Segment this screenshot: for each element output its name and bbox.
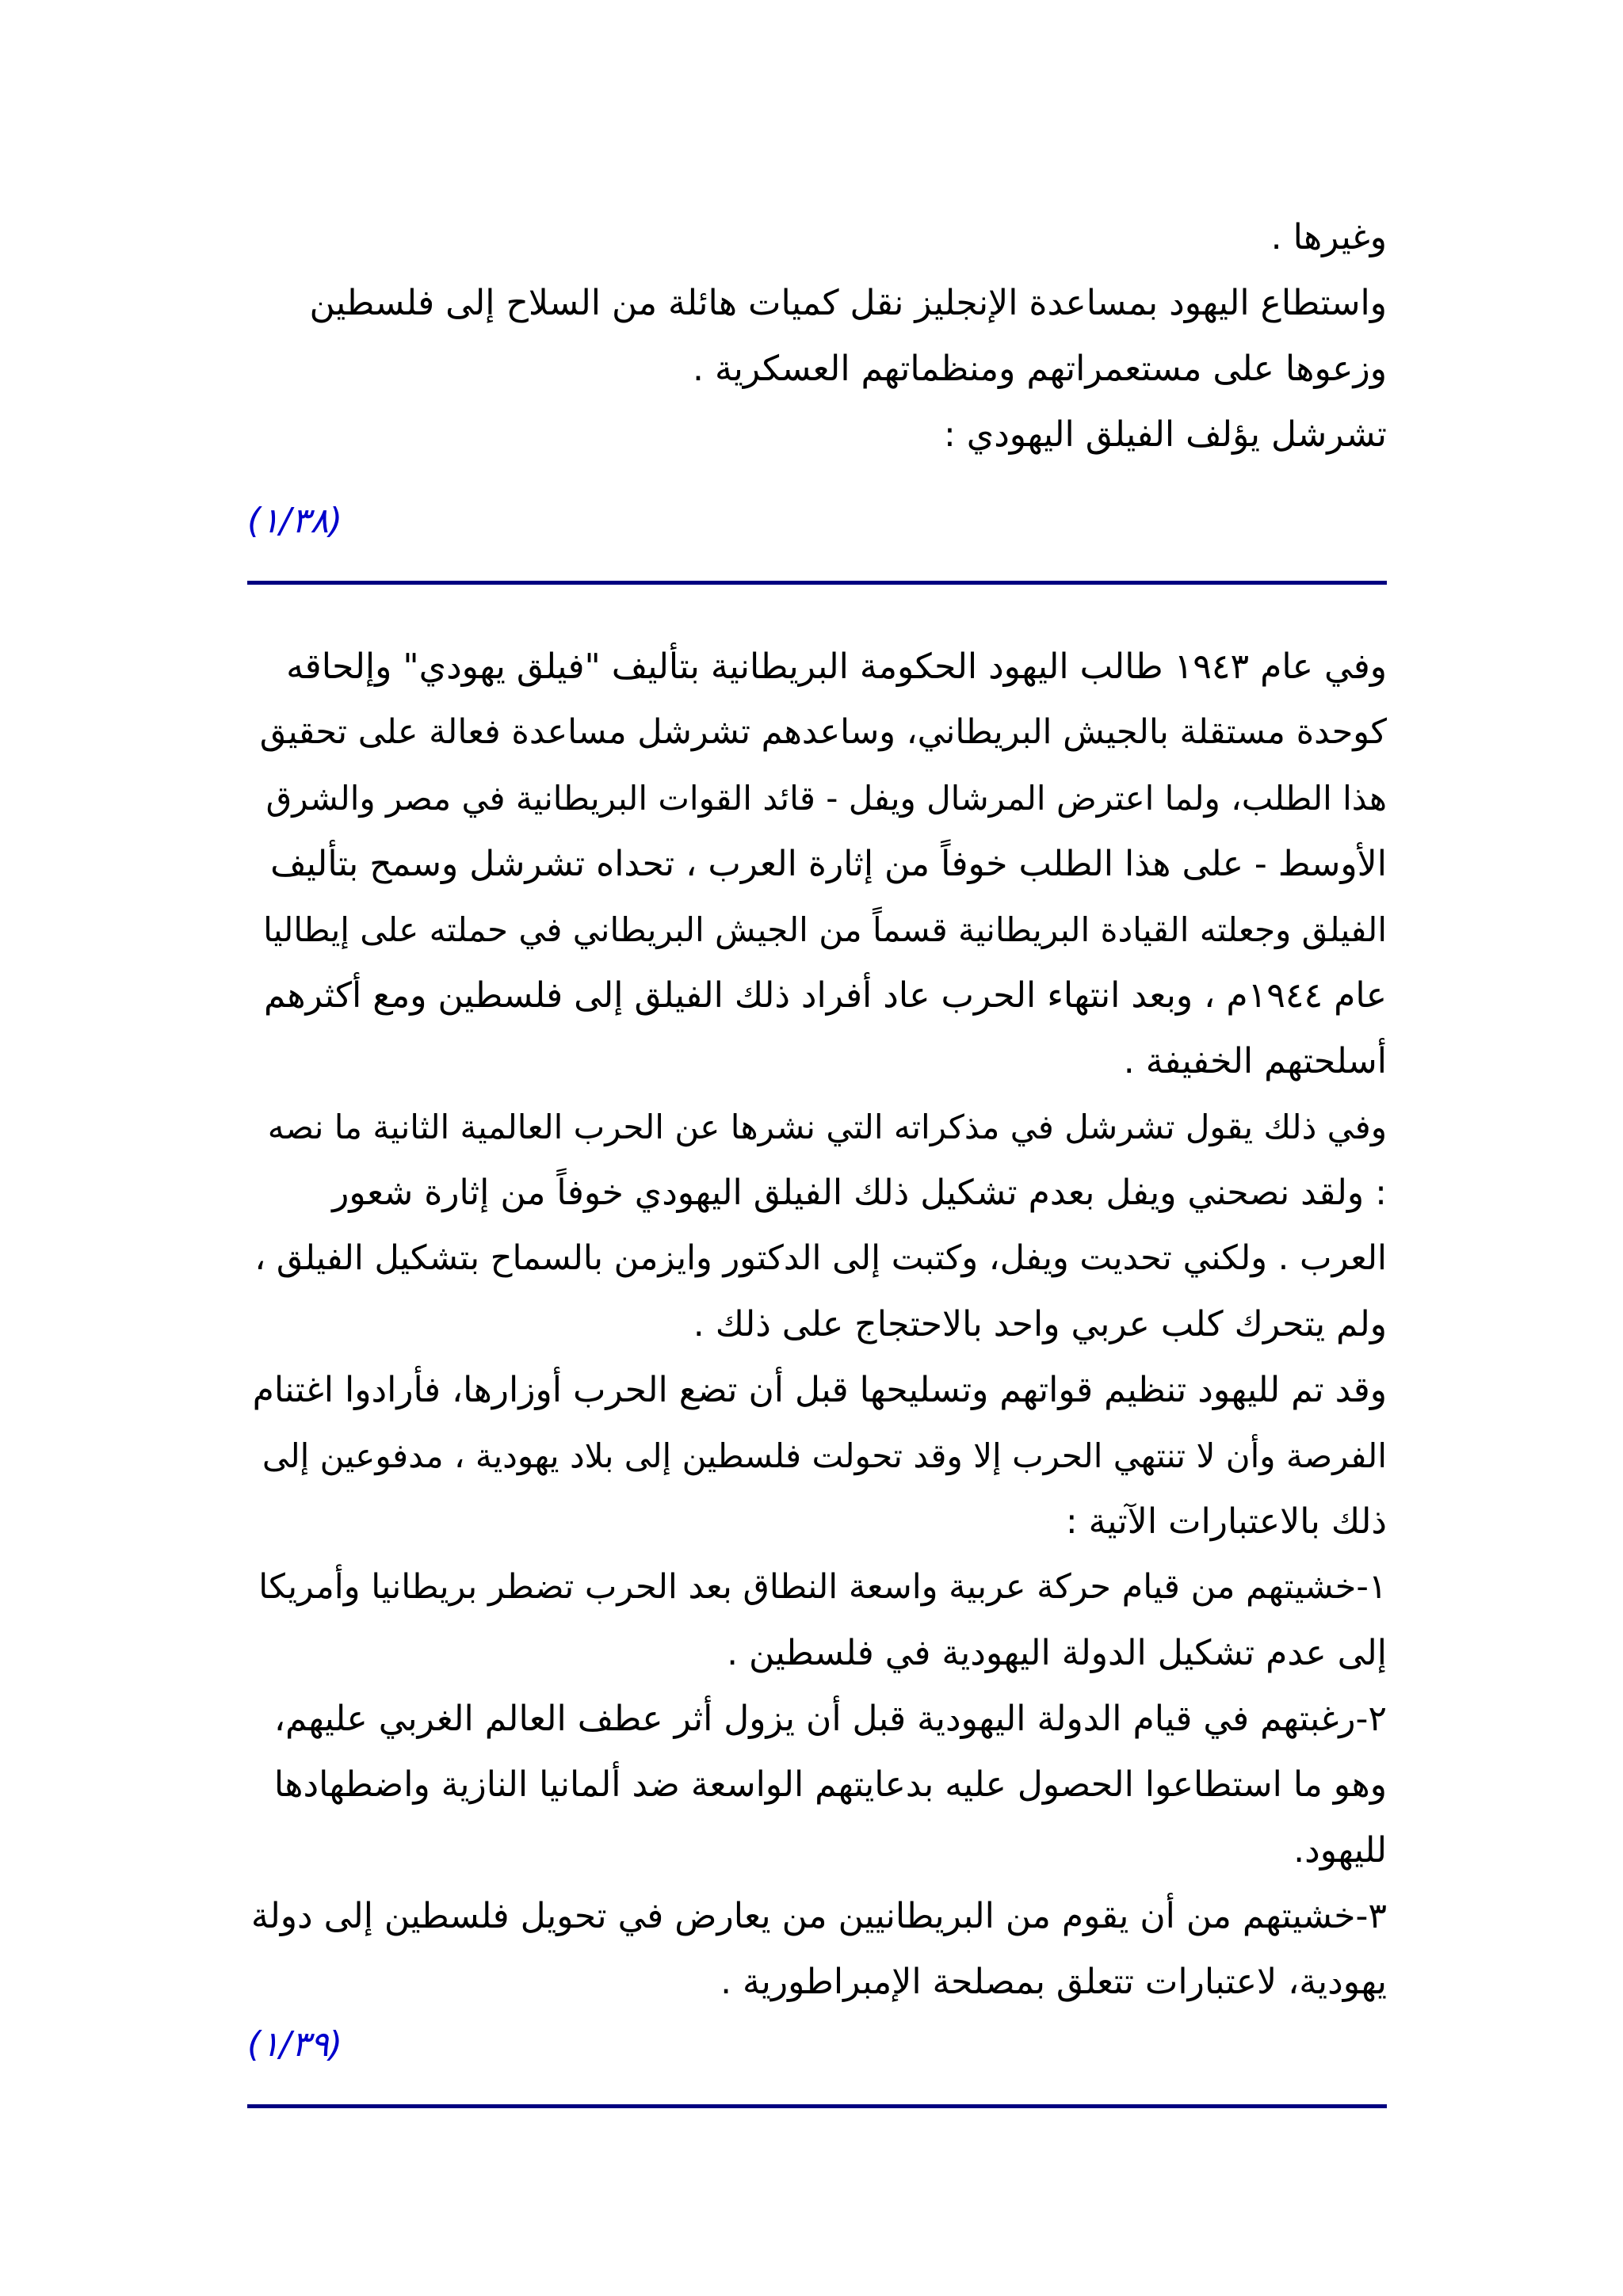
text-line: وقد تم لليهود تنظيم قواتهم وتسليحها قبل أن تضع الحرب أوزارها، فأرادوا اغتنام bbox=[252, 1370, 1387, 1410]
text-line: ٣-خشيتهم من أن يقوم من البريطانيين من يعارض في تحويل فلسطين إلى دولة bbox=[250, 1896, 1387, 1936]
text-line: العرب . ولكني تحديت ويفل، وكتبت إلى الدكتور وايزمن بالسماح بتشكيل الفيلق ، bbox=[254, 1238, 1387, 1278]
text-line: إلى عدم تشكيل الدولة اليهودية في فلسطين . bbox=[727, 1633, 1387, 1673]
text-line: وغيرها . bbox=[1270, 217, 1387, 257]
text-line: الأوسط - على هذا الطلب خوفاً من إثارة العرب ، تحداه تشرشل وسمح بتأليف bbox=[270, 844, 1387, 884]
text-line: يهودية، لاعتبارات تتعلق بمصلحة الإمبراطورية . bbox=[720, 1962, 1387, 2002]
text-line: عام ١٩٤٤م ، وبعد انتهاء الحرب عاد أفراد ذلك الفيلق إلى فلسطين ومع أكثرهم bbox=[264, 975, 1387, 1016]
text-line: وفي ذلك يقول تشرشل في مذكراته التي نشرها عن الحرب العالمية الثانية ما نصه bbox=[267, 1108, 1387, 1146]
text-line: : ولقد نصحني ويفل بعدم تشكيل ذلك الفيلق اليهودي خوفاً من إثارة شعور bbox=[332, 1173, 1387, 1213]
page-reference-1: (١/٣٨) bbox=[247, 501, 343, 541]
text-line: لليهود. bbox=[1293, 1830, 1387, 1871]
text-line: واستطاع اليهود بمساعدة الإنجليز نقل كميات هائلة من السلاح إلى فلسطين bbox=[309, 283, 1387, 323]
text-line: وزعوها على مستعمراتهم ومنظماتهم العسكرية . bbox=[693, 349, 1387, 389]
document-page bbox=[247, 0, 1387, 2296]
text-line: كوحدة مستقلة بالجيش البريطاني، وساعدهم تشرشل مساعدة فعالة على تحقيق bbox=[259, 712, 1387, 752]
text-section-1 bbox=[247, 204, 1387, 467]
text-line: ولم يتحرك كلب عربي واحد بالاحتجاج على ذلك . bbox=[693, 1304, 1387, 1344]
separator-line-2 bbox=[247, 2104, 1387, 2108]
text-line: تشرشل يؤلف الفيلق اليهودي : bbox=[943, 414, 1387, 455]
text-line: الفيلق وجعلته القيادة البريطانية قسماً من الجيش البريطاني في حملته على إيطاليا bbox=[263, 910, 1387, 949]
text-line: ذلك بالاعتبارات الآتية : bbox=[1065, 1501, 1387, 1542]
page-reference-2: (١/٣٩) bbox=[247, 2024, 343, 2065]
text-line: ١-خشيتهم من قيام حركة عربية واسعة النطاق بعد الحرب تضطر بريطانيا وأمريكا bbox=[258, 1567, 1387, 1607]
separator-line-1 bbox=[247, 581, 1387, 585]
text-section-2 bbox=[247, 634, 1387, 2015]
text-line: أسلحتهم الخفيفة . bbox=[1123, 1041, 1387, 1081]
text-line: الفرصة وأن لا تنتهي الحرب إلا وقد تحولت فلسطين إلى بلاد يهودية ، مدفوعين إلى bbox=[262, 1436, 1387, 1475]
text-line: وهو ما استطاعوا الحصول عليه بدعايتهم الواسعة ضد ألمانيا النازية واضطهادها bbox=[273, 1764, 1387, 1805]
text-line: هذا الطلب، ولما اعترض المرشال ويفل - قائد القوات البريطانية في مصر والشرق bbox=[265, 779, 1387, 818]
text-line: ٢-رغبتهم في قيام الدولة اليهودية قبل أن يزول أثر عطف العالم الغربي عليهم، bbox=[273, 1699, 1387, 1739]
text-line: وفي عام ١٩٤٣ طالب اليهود الحكومة البريطانية بتأليف "فيلق يهودي" وإلحاقه bbox=[286, 646, 1387, 687]
